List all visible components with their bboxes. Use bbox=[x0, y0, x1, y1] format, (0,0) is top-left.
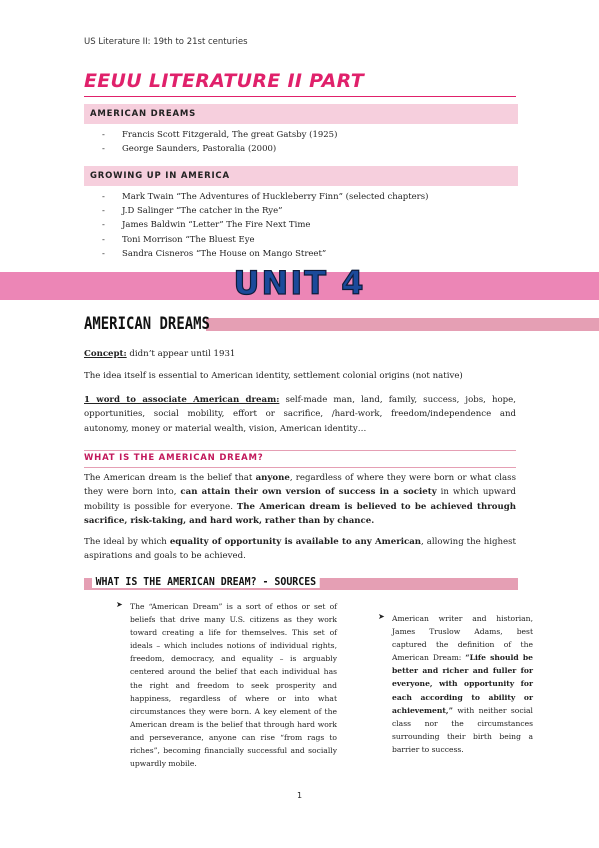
text-run: The American dream is the belief that bbox=[84, 473, 256, 483]
text-run: American writer and historian, James Truslow Adams, best captured the definition of the American Dream: bbox=[392, 614, 533, 663]
section-heading: AMERICAN DREAMS bbox=[84, 314, 210, 334]
sources-heading: WHAT IS THE AMERICAN DREAM? - SOURCES bbox=[92, 575, 320, 588]
section-heading-bar bbox=[206, 318, 599, 331]
concept-label: Concept: bbox=[84, 349, 127, 359]
reading-list-growing-up bbox=[102, 190, 428, 261]
divider bbox=[84, 450, 516, 451]
idea-paragraph: The idea itself is essential to American identity, settlement colonial origins (not native) bbox=[84, 371, 463, 381]
concept-paragraph bbox=[84, 347, 516, 361]
reading-list-american-dreams bbox=[102, 128, 337, 156]
text-run: , regardless of where they were born or what class they were born into, bbox=[84, 473, 517, 498]
list-item: - George Saunders, Pastoralia (2000) bbox=[102, 142, 337, 156]
text-run: with neither social class nor the circumstances surrounding their birth being a barrier to success. bbox=[392, 705, 533, 754]
list-item: - Mark Twain “The Adventures of Huckleberry Finn” (selected chapters) bbox=[102, 190, 428, 204]
associations-text: self-made man, land, family, success, jobs, hope, opportunities, social mobility, effort or sacrifice, /hard-work, freedom/independence and autonomy, money or material wealth, vision, American identity… bbox=[84, 395, 517, 434]
list-item: - Toni Morrison “The Bluest Eye bbox=[102, 233, 428, 247]
list-item: - James Baldwin “Letter” The Fire Next Time bbox=[102, 218, 428, 232]
quote-bold: “Life should be better and richer and fuller for everyone, with opportunity for each according to ability or achievement,” bbox=[392, 653, 533, 715]
text-run-bold: equality of opportunity is available to any American bbox=[169, 537, 422, 547]
concept-text: didn’t appear until 1931 bbox=[126, 349, 236, 359]
text-run: in which upward mobility is possible for everyone. bbox=[84, 487, 516, 512]
definition-paragraph bbox=[84, 471, 516, 529]
list-item: - Francis Scott Fitzgerald, The great Gatsby (1925) bbox=[102, 128, 337, 142]
associations-paragraph bbox=[84, 393, 516, 436]
sources-right-column bbox=[392, 612, 533, 756]
reading-list-heading-growing-up: GROWING UP IN AMERICA bbox=[84, 166, 518, 186]
reading-list-heading-american-dreams: AMERICAN DREAMS bbox=[84, 104, 518, 124]
ideal-paragraph bbox=[84, 535, 516, 564]
arrow-bullet-icon: ➤ bbox=[378, 612, 385, 621]
arrow-bullet-icon: ➤ bbox=[116, 600, 123, 609]
document-title: EEUU LITERATURE II PART bbox=[84, 70, 364, 92]
unit-title: UNIT 4 bbox=[233, 264, 366, 302]
associations-label: 1 word to associate American dream: bbox=[84, 395, 280, 405]
running-header: US Literature II: 19th to 21st centuries bbox=[84, 37, 248, 47]
list-item: - J.D Salinger “The catcher in the Rye” bbox=[102, 204, 428, 218]
list-item: - Sandra Cisneros “The House on Mango Street” bbox=[102, 247, 428, 261]
text-run: The ideal by which bbox=[84, 537, 170, 547]
text-run-bold: anyone bbox=[255, 473, 290, 483]
title-underline bbox=[84, 96, 516, 97]
what-is-heading: WHAT IS THE AMERICAN DREAM? bbox=[84, 453, 264, 463]
page-number: 1 bbox=[296, 791, 303, 800]
sources-left-column: The “American Dream” is a sort of ethos or set of beliefs that drive many U.S. citizens as they work toward creating a life for themselves. This set of ideals – which includes notions of individual rights, freedom, democracy, and equality – is arguably centered around the belief that each individual has the right and freedom to seek prosperity and happiness, regardless of where or into what circumstances they were born. A key element of the American dream is the belief that through hard work and perseverance, anyone can rise “from rags to riches”, becoming financially successful and socially upwardly mobile. bbox=[130, 602, 337, 769]
text-run: , allowing the highest aspirations and goals to be achieved. bbox=[84, 537, 516, 562]
text-run-bold: can attain their own version of success in a society bbox=[180, 487, 437, 498]
divider bbox=[84, 467, 516, 468]
text-run-bold: The American dream is believed to be achieved through sacrifice, risk-taking, and hard work, rather than by chance. bbox=[84, 501, 516, 527]
